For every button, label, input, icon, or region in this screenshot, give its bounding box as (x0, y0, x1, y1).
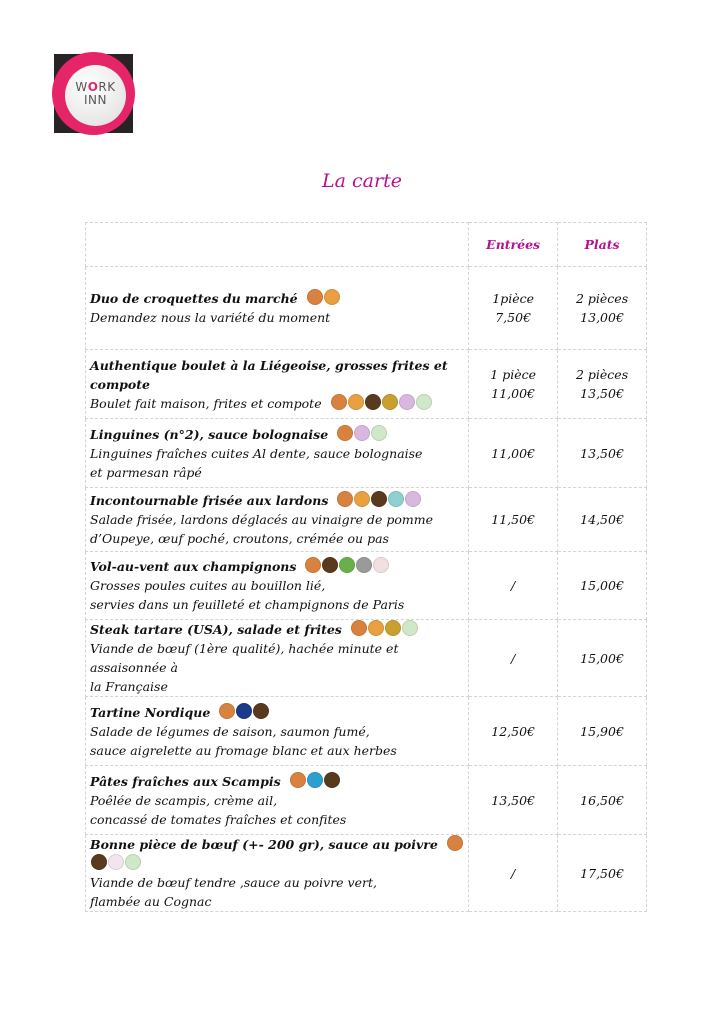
fish-allergen-icon (236, 703, 252, 719)
dish-description: d’Oupeye, œuf poché, croutons, crémée ou pas (90, 531, 389, 546)
plat-price-cell (558, 766, 647, 835)
entree-price-cell (469, 552, 558, 620)
gluten-allergen-icon (351, 620, 367, 636)
dish-name: Duo de croquettes du marché (90, 291, 298, 306)
plat-price: 2 pièces (575, 367, 629, 382)
entree-price-cell (469, 620, 558, 697)
gluten-allergen-icon (305, 557, 321, 573)
dish-description: Linguines fraîches cuites Al dente, sauce bolognaise (90, 445, 423, 461)
dish-description: Salade frisée, lardons déglacés au vinaigre de pomme (90, 512, 434, 527)
dish-description: concassé de tomates fraîches et confites (90, 811, 347, 827)
entree-price: 11,00€ (491, 445, 536, 461)
entree-price: 1pièce (492, 291, 535, 306)
plat-price: 13,50€ (580, 386, 624, 401)
entree-price-cell (469, 697, 558, 766)
page-title: La carte (322, 170, 402, 192)
entree-price: 7,50€ (495, 310, 532, 325)
menu-row (86, 697, 647, 766)
gluten-allergen-icon (337, 425, 353, 441)
plat-price: 13,50€ (580, 445, 624, 461)
sulphites-allergen-icon (416, 394, 432, 410)
header-plats: Plats (558, 223, 647, 267)
gluten-allergen-icon (337, 491, 353, 507)
plat-price: 15,90€ (580, 723, 624, 739)
entree-price-cell (469, 350, 558, 419)
gluten-allergen-icon (290, 772, 306, 788)
dish-description: Poêlée de scampis, crème ail, (90, 792, 278, 808)
dish-name: Linguines (n°2), sauce bolognaise (90, 426, 329, 442)
egg-allergen-icon (368, 620, 384, 636)
menu-row (86, 552, 647, 620)
menu-row (86, 766, 647, 835)
plat-price-cell (558, 267, 647, 350)
dish-cell (86, 552, 469, 620)
dish-name: Bonne pièce de bœuf (+- 200 gr), sauce au poivre (90, 837, 438, 852)
lupin-allergen-icon (373, 557, 389, 573)
dish-cell (86, 419, 469, 488)
work-inn-logo: WORK INN (54, 54, 133, 133)
plat-price: 17,50€ (580, 865, 624, 881)
sulphites-allergen-icon (371, 425, 387, 441)
dish-description: la Française (90, 679, 168, 694)
dish-cell (86, 835, 469, 912)
plat-price: 15,00€ (580, 650, 624, 666)
plat-price-cell (558, 697, 647, 766)
dish-cell (86, 697, 469, 766)
dish-description: sauce aigrelette au fromage blanc et aux herbes (90, 742, 397, 758)
menu-row (86, 267, 647, 350)
milk-allergen-icon (253, 703, 269, 719)
sulphites-allergen-icon (125, 854, 141, 870)
menu-row (86, 620, 647, 697)
dish-description: Salade de légumes de saison, saumon fumé, (90, 723, 370, 739)
dish-description: Boulet fait maison, frites et compote (90, 395, 322, 411)
plat-price-cell (558, 620, 647, 697)
plat-price: 13,00€ (580, 310, 624, 325)
sulphites-allergen-icon (402, 620, 418, 636)
egg-allergen-icon (348, 394, 364, 410)
gluten-allergen-icon (331, 394, 347, 410)
plat-price-cell (558, 552, 647, 620)
dish-name: Authentique boulet à la Liégeoise, grosses frites et compote (90, 357, 448, 392)
egg-allergen-icon (324, 289, 340, 305)
table-header-row (86, 223, 647, 267)
dish-name: Tartine Nordique (90, 704, 211, 720)
mustard-allergen-icon (385, 620, 401, 636)
menu-row (86, 488, 647, 552)
milk-allergen-icon (91, 854, 107, 870)
entree-price-cell (469, 267, 558, 350)
entree-price: 12,50€ (491, 723, 536, 739)
entree-price-cell (469, 488, 558, 552)
crustacean-allergen-icon (307, 772, 323, 788)
menu-row (86, 835, 647, 912)
milk-allergen-icon (324, 772, 340, 788)
entree-price: / (511, 650, 516, 666)
milk-allergen-icon (371, 491, 387, 507)
egg-allergen-icon (354, 491, 370, 507)
gluten-allergen-icon (307, 289, 323, 305)
dish-name: Steak tartare (USA), salade et frites (90, 622, 342, 637)
celery-allergen-icon (399, 394, 415, 410)
entree-price: 11,00€ (491, 386, 536, 401)
entree-price: 13,50€ (491, 792, 536, 808)
dish-description: flambée au Cognac (90, 894, 212, 909)
dish-cell (86, 488, 469, 552)
header-entrees: Entrées (469, 223, 558, 267)
dish-description: Demandez nous la variété du moment (90, 310, 331, 325)
soy-allergen-icon (339, 557, 355, 573)
gluten-allergen-icon (219, 703, 235, 719)
dish-cell (86, 620, 469, 697)
menu-row (86, 419, 647, 488)
milk-allergen-icon (322, 557, 338, 573)
plat-price: 14,50€ (580, 512, 624, 527)
mustard-allergen-icon (382, 394, 398, 410)
entree-price-cell (469, 766, 558, 835)
plat-price-cell (558, 488, 647, 552)
entree-price: / (511, 578, 516, 593)
entree-price: 11,50€ (491, 512, 536, 527)
plat-price-cell (558, 350, 647, 419)
plat-price-cell (558, 419, 647, 488)
dish-cell (86, 267, 469, 350)
nuts-allergen-icon (356, 557, 372, 573)
alcohol-allergen-icon (108, 854, 124, 870)
entree-price: / (511, 865, 516, 881)
milk-allergen-icon (365, 394, 381, 410)
other-allergen-icon (388, 491, 404, 507)
dish-description: Grosses poules cuites au bouillon lié, (90, 578, 326, 593)
header-blank (86, 223, 469, 267)
dish-cell (86, 766, 469, 835)
dish-name: Vol-au-vent aux champignons (90, 559, 297, 574)
plat-price-cell (558, 835, 647, 912)
dish-description: et parmesan râpé (90, 464, 202, 480)
menu-table (85, 222, 647, 912)
dish-description: servies dans un feuilleté et champignons de Paris (90, 597, 405, 612)
dish-name: Pâtes fraîches aux Scampis (90, 773, 281, 789)
entree-price-cell (469, 835, 558, 912)
dish-name: Incontournable frisée aux lardons (90, 493, 329, 508)
plat-price: 15,00€ (580, 578, 624, 593)
plat-price: 16,50€ (580, 792, 624, 808)
dish-description: Viande de bœuf tendre ,sauce au poivre vert, (90, 875, 377, 890)
celery-allergen-icon (405, 491, 421, 507)
dish-cell (86, 350, 469, 419)
gluten-allergen-icon (447, 835, 463, 851)
entree-price-cell (469, 419, 558, 488)
menu-row (86, 350, 647, 419)
plat-price: 2 pièces (575, 291, 629, 306)
dish-description: Viande de bœuf (1ère qualité), hachée minute et assaisonnée à (90, 641, 399, 675)
celery-allergen-icon (354, 425, 370, 441)
entree-price: 1 pièce (490, 367, 536, 382)
